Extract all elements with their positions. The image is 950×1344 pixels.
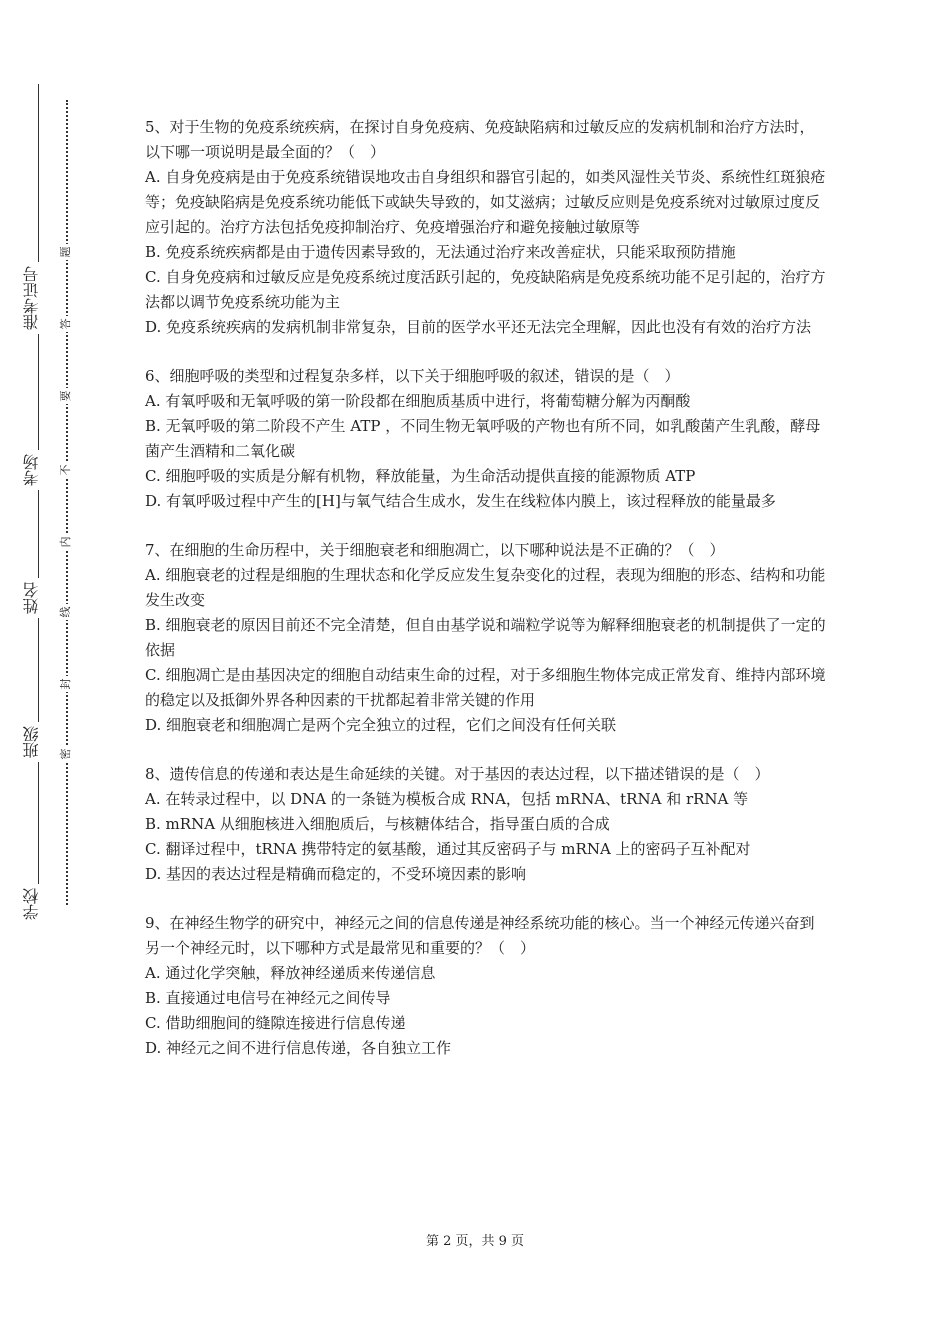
option-c: C. 自身免疫病和过敏反应是免疫系统过度活跃引起的，免疫缺陷病是免疫系统功能不足引起的，治疗方法都以调节免疫系统功能为主 bbox=[145, 268, 826, 311]
seal-char: 内 bbox=[58, 534, 74, 550]
question-7 bbox=[145, 538, 827, 738]
seal-char: 线 bbox=[58, 604, 74, 620]
seal-char: 答 bbox=[58, 316, 74, 332]
seal-char: 密 bbox=[58, 746, 74, 762]
option-d: D. 细胞衰老和细胞凋亡是两个完全独立的过程，它们之间没有任何关联 bbox=[145, 716, 617, 734]
option-b: B. 免疫系统疾病都是由于遗传因素导致的，无法通过治疗来改善症状，只能采取预防措施 bbox=[145, 243, 736, 261]
question-list bbox=[145, 115, 827, 1085]
question-stem: 8、遗传信息的传递和表达是生命延续的关键。对于基因的表达过程，以下描述错误的是（ ） bbox=[145, 765, 770, 783]
field-name: 姓名 bbox=[24, 578, 52, 618]
question-9 bbox=[145, 911, 827, 1061]
question-5 bbox=[145, 115, 827, 340]
option-c: C. 借助细胞间的缝隙连接进行信息传递 bbox=[145, 1014, 406, 1032]
field-class: 班级 bbox=[24, 722, 52, 762]
binding-dotted-line bbox=[66, 100, 68, 905]
option-b: B. 直接通过电信号在神经元之间传导 bbox=[145, 989, 391, 1007]
option-b: B. 无氧呼吸的第二阶段不产生 ATP ，不同生物无氧呼吸的产物也有所不同，如乳酸菌产生乳酸，酵母菌产生酒精和二氧化碳 bbox=[145, 417, 821, 460]
option-d: D. 神经元之间不进行信息传递，各自独立工作 bbox=[145, 1039, 452, 1057]
field-exam-number: 准考证号 bbox=[24, 262, 52, 334]
seal-char: 要 bbox=[58, 388, 74, 404]
seal-char: 封 bbox=[58, 676, 74, 692]
binding-margin bbox=[0, 0, 120, 1344]
option-d: D. 基因的表达过程是精确而稳定的，不受环境因素的影响 bbox=[145, 865, 527, 883]
option-c: C. 细胞呼吸的实质是分解有机物，释放能量，为生命活动提供直接的能源物质 ATP bbox=[145, 467, 696, 485]
option-b: B. 细胞衰老的原因目前还不完全清楚，但自由基学说和端粒学说等为解释细胞衰老的机制提供了一定的依据 bbox=[145, 616, 826, 659]
option-d: D. 免疫系统疾病的发病机制非常复杂，目前的医学水平还无法完全理解，因此也没有有效的治疗方法 bbox=[145, 318, 812, 336]
question-stem: 6、细胞呼吸的类型和过程复杂多样，以下关于细胞呼吸的叙述，错误的是（ ） bbox=[145, 367, 680, 385]
option-b: B. mRNA 从细胞核进入细胞质后，与核糖体结合，指导蛋白质的合成 bbox=[145, 815, 610, 833]
option-a: A. 有氧呼吸和无氧呼吸的第一阶段都在细胞质基质中进行，将葡萄糖分解为丙酮酸 bbox=[145, 392, 691, 410]
question-stem: 9、在神经生物学的研究中，神经元之间的信息传递是神经系统功能的核心。当一个神经元传递兴奋到另一个神经元时，以下哪种方式是最常见和重要的？（ ） bbox=[145, 914, 815, 957]
question-6 bbox=[145, 364, 827, 514]
question-stem: 7、在细胞的生命历程中，关于细胞衰老和细胞凋亡，以下哪种说法是不正确的？（ ） bbox=[145, 541, 725, 559]
option-a: A. 自身免疫病是由于免疫系统错误地攻击自身组织和器官引起的，如类风湿性关节炎、系统性红斑狼疮等；免疫缺陷病是免疫系统功能低下或缺失导致的，如艾滋病；过敏反应则是免疫系统对过敏原过度反应引起的。治疗方法包括免疫抑制治疗、免疫增强治疗和避免接触过敏原等 bbox=[145, 168, 826, 236]
seal-char: 不 bbox=[58, 462, 74, 478]
binding-solid-line bbox=[38, 84, 39, 920]
option-a: A. 细胞衰老的过程是细胞的生理状态和化学反应发生复杂变化的过程，表现为细胞的形态、结构和功能发生改变 bbox=[145, 566, 826, 609]
question-8 bbox=[145, 762, 827, 887]
option-d: D. 有氧呼吸过程中产生的[H]与氧气结合生成水，发生在线粒体内膜上，该过程释放的能量最多 bbox=[145, 492, 776, 510]
option-a: A. 通过化学突触，释放神经递质来传递信息 bbox=[145, 964, 436, 982]
page-number: 第 2 页，共 9 页 bbox=[425, 1234, 525, 1249]
option-c: C. 翻译过程中，tRNA 携带特定的氨基酸，通过其反密码子与 mRNA 上的密码子互补配对 bbox=[145, 840, 751, 858]
seal-char: 题 bbox=[58, 244, 74, 260]
question-stem: 5、对于生物的免疫系统疾病，在探讨自身免疫病、免疫缺陷病和过敏反应的发病机制和治疗方法时，以下哪一项说明是最全面的？（ ） bbox=[145, 118, 815, 161]
option-a: A. 在转录过程中，以 DNA 的一条链为模板合成 RNA，包括 mRNA、tRNA 和 rRNA 等 bbox=[145, 790, 749, 808]
field-exam-room: 考场 bbox=[24, 450, 52, 490]
option-c: C. 细胞凋亡是由基因决定的细胞自动结束生命的过程，对于多细胞生物体完成正常发育、维持内部环境的稳定以及抵御外界各种因素的干扰都起着非常关键的作用 bbox=[145, 666, 826, 709]
field-school: 学校 bbox=[24, 884, 52, 924]
